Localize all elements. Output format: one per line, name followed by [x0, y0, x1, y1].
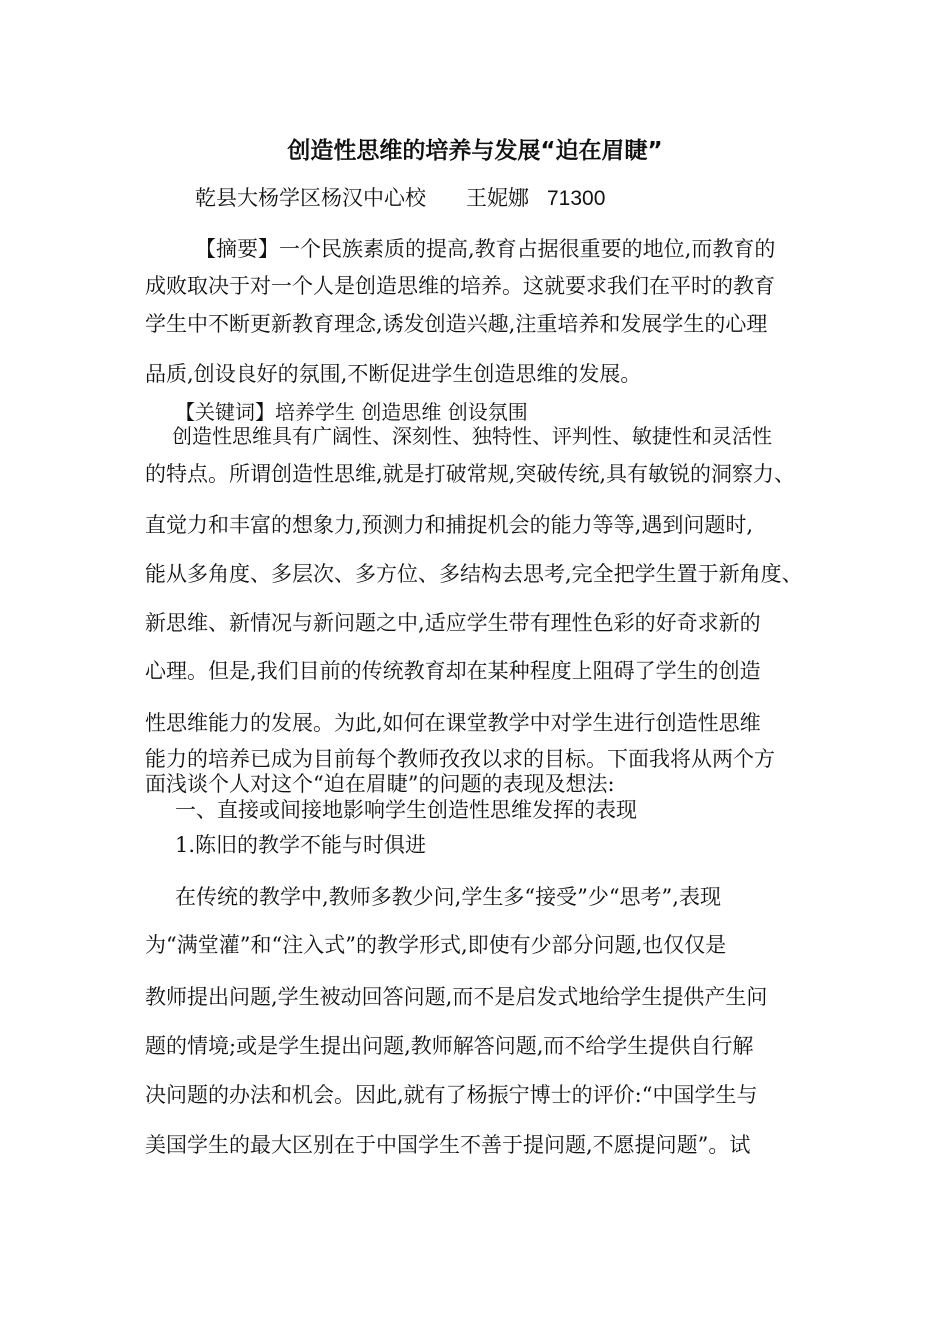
subsection-heading: 1.陈旧的教学不能与时俱进 — [175, 833, 427, 857]
author-name: 王妮娜 — [466, 186, 529, 210]
body-line: 为“满堂灌”和“注入式”的教学形式,即使有少部分问题,也仅仅是 — [145, 933, 727, 957]
body-line: 在传统的教学中,教师多教少问,学生多“接受”少“思考”,表现 — [175, 885, 721, 909]
body-line: 决问题的办法和机会。因此,就有了杨振宁博士的评价:“中国学生与 — [145, 1083, 758, 1107]
school-name: 乾县大杨学区杨汉中心校 — [195, 186, 426, 210]
byline — [195, 185, 605, 212]
section-heading: 一、直接或间接地影响学生创造性思维发挥的表现 — [175, 798, 637, 822]
body-line: 性思维能力的发展。为此,如何在课堂教学中对学生进行创造性思维 — [145, 711, 761, 735]
body-line: 能力的培养已成为目前每个教师孜孜以求的目标。下面我将从两个方 — [145, 747, 775, 771]
body-line: 美国学生的最大区别在于中国学生不善于提问题,不愿提问题”。试 — [145, 1133, 751, 1157]
body-line: 能从多角度、多层次、多方位、多结构去思考,完全把学生置于新角度、 — [145, 562, 803, 586]
body-line: 创造性思维具有广阔性、深刻性、独特性、评判性、敏捷性和灵活性 — [172, 424, 772, 448]
abstract-line: 成败取决于对一个人是创造思维的培养。这就要求我们在平时的教育 — [145, 274, 775, 298]
abstract-line: 品质,创设良好的氛围,不断促进学生创造思维的发展。 — [145, 362, 642, 386]
abstract-line: 学生中不断更新教育理念,诱发创造兴趣,注重培养和发展学生的心理 — [145, 312, 768, 336]
keywords-line: 【关键词】培养学生 创造思维 创设氛围 — [175, 400, 528, 424]
body-line: 直觉力和丰富的想象力,预测力和捕捉机会的能力等等,遇到问题时, — [145, 513, 754, 537]
body-line: 面浅谈个人对这个“迫在眉睫”的问题的表现及想法: — [145, 772, 615, 796]
abstract-line: 【摘要】一个民族素质的提高,教育占据很重要的地位,而教育的 — [195, 237, 776, 261]
body-line: 新思维、新情况与新问题之中,适应学生带有理性色彩的好奇求新的 — [145, 611, 761, 635]
document-title: 创造性思维的培养与发展“迫在眉睫” — [287, 138, 663, 164]
body-line: 教师提出问题,学生被动回答问题,而不是启发式地给学生提供产生问 — [145, 985, 768, 1009]
body-line: 的特点。所谓创造性思维,就是打破常规,突破传统,具有敏锐的洞察力、 — [145, 462, 796, 486]
body-line: 题的情境;或是学生提出问题,教师解答问题,而不给学生提供自行解 — [145, 1034, 754, 1058]
body-line: 心理。但是,我们目前的传统教育却在某种程度上阻碍了学生的创造 — [145, 659, 761, 683]
postcode: 71300 — [547, 187, 606, 210]
